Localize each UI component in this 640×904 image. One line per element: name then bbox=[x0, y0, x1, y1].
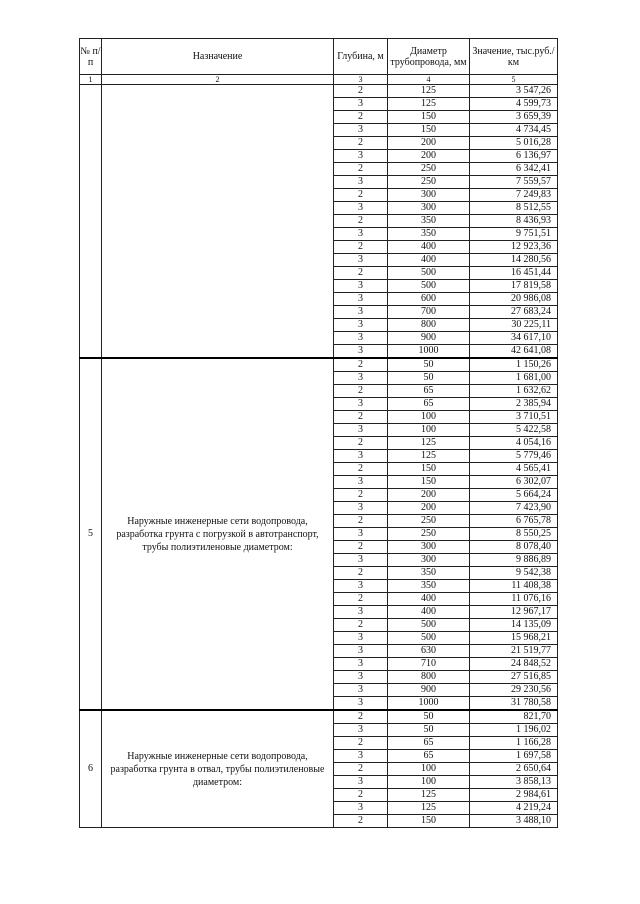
depth-cell: 2 bbox=[334, 85, 388, 98]
value-cell: 1 697,58 bbox=[470, 750, 558, 763]
depth-cell: 3 bbox=[334, 776, 388, 789]
value-cell: 27 683,24 bbox=[470, 306, 558, 319]
diameter-cell: 125 bbox=[388, 802, 470, 815]
value-cell: 6 765,78 bbox=[470, 515, 558, 528]
diameter-cell: 900 bbox=[388, 332, 470, 345]
depth-cell: 3 bbox=[334, 697, 388, 711]
value-cell: 11 408,38 bbox=[470, 580, 558, 593]
diameter-cell: 65 bbox=[388, 750, 470, 763]
section-purpose: Наружные инженерные сети водопровода, разработка грунта в отвал, трубы полиэтиленовые диаметром: bbox=[102, 710, 334, 828]
diameter-cell: 300 bbox=[388, 541, 470, 554]
depth-cell: 2 bbox=[334, 189, 388, 202]
value-cell: 821,70 bbox=[470, 710, 558, 724]
value-cell: 5 779,46 bbox=[470, 450, 558, 463]
depth-cell: 3 bbox=[334, 124, 388, 137]
depth-cell: 2 bbox=[334, 619, 388, 632]
depth-cell: 3 bbox=[334, 150, 388, 163]
diameter-cell: 100 bbox=[388, 411, 470, 424]
depth-cell: 3 bbox=[334, 98, 388, 111]
table-body bbox=[80, 85, 558, 828]
diameter-cell: 500 bbox=[388, 267, 470, 280]
value-cell: 34 617,10 bbox=[470, 332, 558, 345]
value-cell: 1 150,26 bbox=[470, 358, 558, 372]
header-purpose: Назначение bbox=[102, 39, 334, 75]
diameter-cell: 65 bbox=[388, 398, 470, 411]
depth-cell: 3 bbox=[334, 580, 388, 593]
depth-cell: 3 bbox=[334, 450, 388, 463]
diameter-cell: 500 bbox=[388, 632, 470, 645]
value-cell: 4 599,73 bbox=[470, 98, 558, 111]
depth-cell: 2 bbox=[334, 215, 388, 228]
value-cell: 8 550,25 bbox=[470, 528, 558, 541]
depth-cell: 2 bbox=[334, 241, 388, 254]
value-cell: 15 968,21 bbox=[470, 632, 558, 645]
depth-cell: 2 bbox=[334, 737, 388, 750]
value-cell: 14 135,09 bbox=[470, 619, 558, 632]
col-index: 2 bbox=[102, 75, 334, 85]
diameter-cell: 700 bbox=[388, 306, 470, 319]
value-cell: 8 436,93 bbox=[470, 215, 558, 228]
diameter-cell: 50 bbox=[388, 372, 470, 385]
value-cell: 1 632,62 bbox=[470, 385, 558, 398]
value-cell: 3 547,26 bbox=[470, 85, 558, 98]
section-number: 5 bbox=[80, 358, 102, 710]
header-diameter: Диаметр трубопровода, мм bbox=[388, 39, 470, 75]
depth-cell: 2 bbox=[334, 111, 388, 124]
depth-cell: 2 bbox=[334, 411, 388, 424]
section-number: 6 bbox=[80, 710, 102, 828]
depth-cell: 2 bbox=[334, 763, 388, 776]
diameter-cell: 250 bbox=[388, 163, 470, 176]
depth-cell: 2 bbox=[334, 515, 388, 528]
depth-cell: 3 bbox=[334, 176, 388, 189]
value-cell: 4 565,41 bbox=[470, 463, 558, 476]
diameter-cell: 350 bbox=[388, 580, 470, 593]
depth-cell: 2 bbox=[334, 137, 388, 150]
diameter-cell: 125 bbox=[388, 789, 470, 802]
diameter-cell: 200 bbox=[388, 489, 470, 502]
value-cell: 30 225,11 bbox=[470, 319, 558, 332]
value-cell: 42 641,08 bbox=[470, 345, 558, 359]
diameter-cell: 125 bbox=[388, 98, 470, 111]
depth-cell: 3 bbox=[334, 502, 388, 515]
depth-cell: 2 bbox=[334, 163, 388, 176]
diameter-cell: 400 bbox=[388, 606, 470, 619]
diameter-cell: 200 bbox=[388, 502, 470, 515]
value-cell: 3 659,39 bbox=[470, 111, 558, 124]
cost-table bbox=[79, 38, 558, 828]
diameter-cell: 630 bbox=[388, 645, 470, 658]
value-cell: 29 230,56 bbox=[470, 684, 558, 697]
depth-cell: 3 bbox=[334, 398, 388, 411]
value-cell: 16 451,44 bbox=[470, 267, 558, 280]
depth-cell: 2 bbox=[334, 489, 388, 502]
diameter-cell: 350 bbox=[388, 228, 470, 241]
diameter-cell: 800 bbox=[388, 319, 470, 332]
depth-cell: 3 bbox=[334, 372, 388, 385]
diameter-cell: 50 bbox=[388, 724, 470, 737]
value-cell: 7 249,83 bbox=[470, 189, 558, 202]
diameter-cell: 125 bbox=[388, 450, 470, 463]
section-purpose: Наружные инженерные сети водопровода, разработка грунта с погрузкой в автотранспорт, трубы полиэтиленовые диаметром: bbox=[102, 358, 334, 710]
section-purpose bbox=[102, 85, 334, 359]
diameter-cell: 600 bbox=[388, 293, 470, 306]
diameter-cell: 710 bbox=[388, 658, 470, 671]
diameter-cell: 250 bbox=[388, 515, 470, 528]
header-depth: Глубина, м bbox=[334, 39, 388, 75]
diameter-cell: 200 bbox=[388, 150, 470, 163]
depth-cell: 3 bbox=[334, 724, 388, 737]
value-cell: 4 054,16 bbox=[470, 437, 558, 450]
depth-cell: 2 bbox=[334, 567, 388, 580]
depth-cell: 3 bbox=[334, 750, 388, 763]
diameter-cell: 50 bbox=[388, 358, 470, 372]
value-cell: 6 342,41 bbox=[470, 163, 558, 176]
col-index: 3 bbox=[334, 75, 388, 85]
value-cell: 4 734,45 bbox=[470, 124, 558, 137]
depth-cell: 2 bbox=[334, 789, 388, 802]
depth-cell: 3 bbox=[334, 345, 388, 359]
depth-cell: 2 bbox=[334, 437, 388, 450]
value-cell: 9 542,38 bbox=[470, 567, 558, 580]
diameter-cell: 100 bbox=[388, 763, 470, 776]
value-cell: 1 166,28 bbox=[470, 737, 558, 750]
diameter-cell: 150 bbox=[388, 463, 470, 476]
diameter-cell: 800 bbox=[388, 671, 470, 684]
depth-cell: 3 bbox=[334, 319, 388, 332]
col-index: 5 bbox=[470, 75, 558, 85]
depth-cell: 3 bbox=[334, 528, 388, 541]
depth-cell: 2 bbox=[334, 463, 388, 476]
column-index-row bbox=[80, 75, 558, 85]
depth-cell: 3 bbox=[334, 606, 388, 619]
section-number bbox=[80, 85, 102, 359]
value-cell: 24 848,52 bbox=[470, 658, 558, 671]
col-index: 1 bbox=[80, 75, 102, 85]
value-cell: 5 664,24 bbox=[470, 489, 558, 502]
header-row bbox=[80, 39, 558, 75]
depth-cell: 3 bbox=[334, 202, 388, 215]
diameter-cell: 125 bbox=[388, 437, 470, 450]
depth-cell: 3 bbox=[334, 332, 388, 345]
table-row bbox=[80, 710, 558, 724]
table-row bbox=[80, 358, 558, 372]
diameter-cell: 150 bbox=[388, 476, 470, 489]
value-cell: 31 780,58 bbox=[470, 697, 558, 711]
depth-cell: 3 bbox=[334, 293, 388, 306]
diameter-cell: 50 bbox=[388, 710, 470, 724]
depth-cell: 2 bbox=[334, 541, 388, 554]
diameter-cell: 200 bbox=[388, 137, 470, 150]
depth-cell: 3 bbox=[334, 802, 388, 815]
header-num: № п/п bbox=[80, 39, 102, 75]
depth-cell: 3 bbox=[334, 254, 388, 267]
depth-cell: 3 bbox=[334, 554, 388, 567]
depth-cell: 3 bbox=[334, 658, 388, 671]
depth-cell: 2 bbox=[334, 815, 388, 828]
value-cell: 17 819,58 bbox=[470, 280, 558, 293]
value-cell: 7 423,90 bbox=[470, 502, 558, 515]
value-cell: 2 984,61 bbox=[470, 789, 558, 802]
depth-cell: 2 bbox=[334, 710, 388, 724]
diameter-cell: 500 bbox=[388, 280, 470, 293]
diameter-cell: 400 bbox=[388, 241, 470, 254]
depth-cell: 3 bbox=[334, 684, 388, 697]
diameter-cell: 500 bbox=[388, 619, 470, 632]
value-cell: 7 559,57 bbox=[470, 176, 558, 189]
header-value: Значение, тыс.руб./км bbox=[470, 39, 558, 75]
diameter-cell: 300 bbox=[388, 554, 470, 567]
value-cell: 3 858,13 bbox=[470, 776, 558, 789]
diameter-cell: 100 bbox=[388, 776, 470, 789]
depth-cell: 3 bbox=[334, 645, 388, 658]
depth-cell: 2 bbox=[334, 593, 388, 606]
diameter-cell: 350 bbox=[388, 215, 470, 228]
diameter-cell: 400 bbox=[388, 254, 470, 267]
value-cell: 3 710,51 bbox=[470, 411, 558, 424]
diameter-cell: 65 bbox=[388, 385, 470, 398]
value-cell: 3 488,10 bbox=[470, 815, 558, 828]
diameter-cell: 100 bbox=[388, 424, 470, 437]
diameter-cell: 250 bbox=[388, 528, 470, 541]
diameter-cell: 350 bbox=[388, 567, 470, 580]
value-cell: 2 650,64 bbox=[470, 763, 558, 776]
value-cell: 5 016,28 bbox=[470, 137, 558, 150]
value-cell: 8 512,55 bbox=[470, 202, 558, 215]
value-cell: 9 886,89 bbox=[470, 554, 558, 567]
value-cell: 5 422,58 bbox=[470, 424, 558, 437]
depth-cell: 2 bbox=[334, 358, 388, 372]
value-cell: 6 136,97 bbox=[470, 150, 558, 163]
depth-cell: 3 bbox=[334, 228, 388, 241]
value-cell: 4 219,24 bbox=[470, 802, 558, 815]
diameter-cell: 1000 bbox=[388, 697, 470, 711]
diameter-cell: 150 bbox=[388, 124, 470, 137]
value-cell: 21 519,77 bbox=[470, 645, 558, 658]
diameter-cell: 400 bbox=[388, 593, 470, 606]
value-cell: 12 923,36 bbox=[470, 241, 558, 254]
depth-cell: 2 bbox=[334, 385, 388, 398]
depth-cell: 3 bbox=[334, 632, 388, 645]
diameter-cell: 1000 bbox=[388, 345, 470, 359]
value-cell: 20 986,08 bbox=[470, 293, 558, 306]
value-cell: 1 196,02 bbox=[470, 724, 558, 737]
value-cell: 9 751,51 bbox=[470, 228, 558, 241]
depth-cell: 3 bbox=[334, 424, 388, 437]
depth-cell: 2 bbox=[334, 267, 388, 280]
value-cell: 27 516,85 bbox=[470, 671, 558, 684]
diameter-cell: 125 bbox=[388, 85, 470, 98]
diameter-cell: 300 bbox=[388, 202, 470, 215]
diameter-cell: 65 bbox=[388, 737, 470, 750]
diameter-cell: 150 bbox=[388, 111, 470, 124]
value-cell: 14 280,56 bbox=[470, 254, 558, 267]
value-cell: 12 967,17 bbox=[470, 606, 558, 619]
diameter-cell: 300 bbox=[388, 189, 470, 202]
depth-cell: 3 bbox=[334, 280, 388, 293]
depth-cell: 3 bbox=[334, 306, 388, 319]
table-row bbox=[80, 85, 558, 98]
diameter-cell: 250 bbox=[388, 176, 470, 189]
depth-cell: 3 bbox=[334, 476, 388, 489]
col-index: 4 bbox=[388, 75, 470, 85]
value-cell: 11 076,16 bbox=[470, 593, 558, 606]
value-cell: 6 302,07 bbox=[470, 476, 558, 489]
depth-cell: 3 bbox=[334, 671, 388, 684]
value-cell: 1 681,00 bbox=[470, 372, 558, 385]
value-cell: 2 385,94 bbox=[470, 398, 558, 411]
value-cell: 8 078,40 bbox=[470, 541, 558, 554]
diameter-cell: 150 bbox=[388, 815, 470, 828]
diameter-cell: 900 bbox=[388, 684, 470, 697]
